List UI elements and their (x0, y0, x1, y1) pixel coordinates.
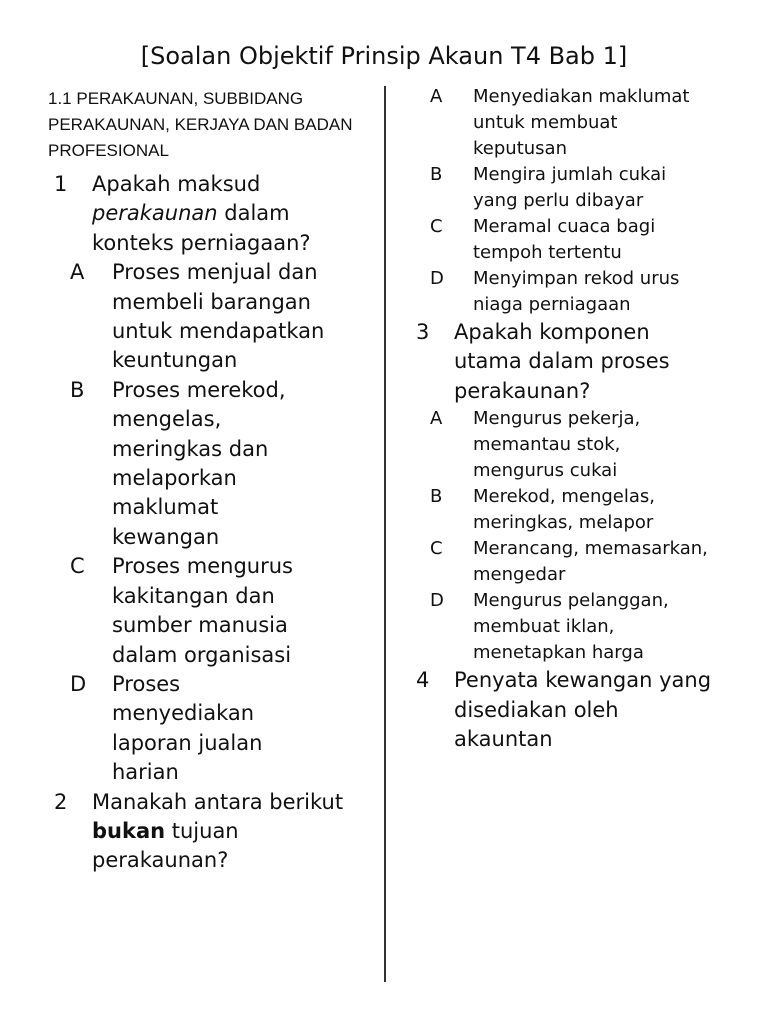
option-text: Proses menjual dan membeli barangan untuk mendapatkan keuntungan (112, 260, 325, 373)
question-4 (412, 666, 712, 754)
question-text (92, 788, 366, 876)
option-letter: B (430, 164, 443, 185)
q1-option-c[interactable] (46, 552, 366, 670)
option-text: Proses menyediakan laporan jualan harian (112, 671, 263, 785)
option-text: Proses mengurus kakitangan dan sumber manusia dalam organisasi (112, 554, 294, 667)
option-text: Mengira jumlah cukai yang perlu dibayar (473, 164, 667, 211)
option-text: Merekod, mengelas, meringkas, melapor (473, 486, 655, 534)
question-bold-term: bukan (92, 818, 166, 843)
question-2 (46, 788, 366, 876)
option-text: Menyediakan maklumat untuk membuat keputusan (473, 86, 690, 159)
q2-option-b[interactable] (412, 162, 712, 214)
option-letter: B (430, 486, 443, 508)
option-letter: A (430, 408, 443, 430)
q1-option-b[interactable] (46, 376, 366, 552)
question-number: 4 (416, 668, 430, 693)
question-text: Penyata kewangan yang disediakan oleh akauntan (454, 668, 712, 752)
option-text: Menyimpan rekod urus niaga perniagaan (473, 268, 680, 315)
option-text: Merancang, memasarkan, mengedar (473, 538, 708, 586)
question-text-part: tujuan perakaunan? (92, 818, 239, 873)
option-text: Mengurus pekerja, memantau stok, mengurus cukai (473, 408, 641, 482)
option-letter: C (70, 554, 85, 579)
q3-option-a[interactable] (412, 406, 712, 484)
option-letter: A (70, 260, 85, 285)
option-letter: D (430, 590, 444, 612)
question-number: 3 (416, 320, 430, 344)
q2-option-d[interactable] (412, 266, 712, 318)
q2-option-a[interactable] (412, 84, 712, 162)
question-number: 1 (54, 172, 68, 196)
option-text: Mengurus pelanggan, membuat iklan, menetapkan harga (473, 590, 669, 664)
column-divider (384, 86, 386, 982)
q3-option-c[interactable] (412, 536, 712, 588)
right-column (412, 84, 712, 754)
option-letter: B (70, 377, 85, 402)
page-title: [Soalan Objektif Prinsip Akaun T4 Bab 1] (140, 42, 628, 70)
option-letter: C (430, 538, 443, 560)
question-number: 2 (54, 789, 68, 814)
q3-option-d[interactable] (412, 588, 712, 666)
question-1 (46, 170, 366, 258)
question-text-part: dalam konteks perniagaan? (92, 201, 311, 255)
question-3 (412, 318, 712, 406)
option-letter: A (430, 86, 443, 107)
section-heading: 1.1 PERAKAUNAN, SUBBIDANG PERAKAUNAN, KERJAYA DAN BADAN PROFESIONAL (48, 89, 353, 160)
q1-option-d[interactable] (46, 670, 366, 788)
question-text-part: Manakah antara berikut (92, 789, 344, 814)
q2-option-c[interactable] (412, 214, 712, 266)
question-text: Apakah komponen utama dalam proses perakaunan? (454, 320, 670, 403)
option-text: Meramal cuaca bagi tempoh tertentu (473, 216, 656, 263)
option-text: Proses merekod, mengelas, meringkas dan melaporkan maklumat kewangan (112, 377, 286, 549)
option-letter: C (430, 216, 443, 237)
question-italic-term: perakaunan (92, 201, 218, 226)
left-column (46, 86, 366, 876)
q3-option-b[interactable] (412, 484, 712, 536)
option-letter: D (430, 268, 444, 289)
q1-option-a[interactable] (46, 258, 366, 376)
option-letter: D (70, 671, 87, 696)
question-text-part: Apakah maksud (92, 172, 261, 196)
question-text (92, 170, 366, 258)
